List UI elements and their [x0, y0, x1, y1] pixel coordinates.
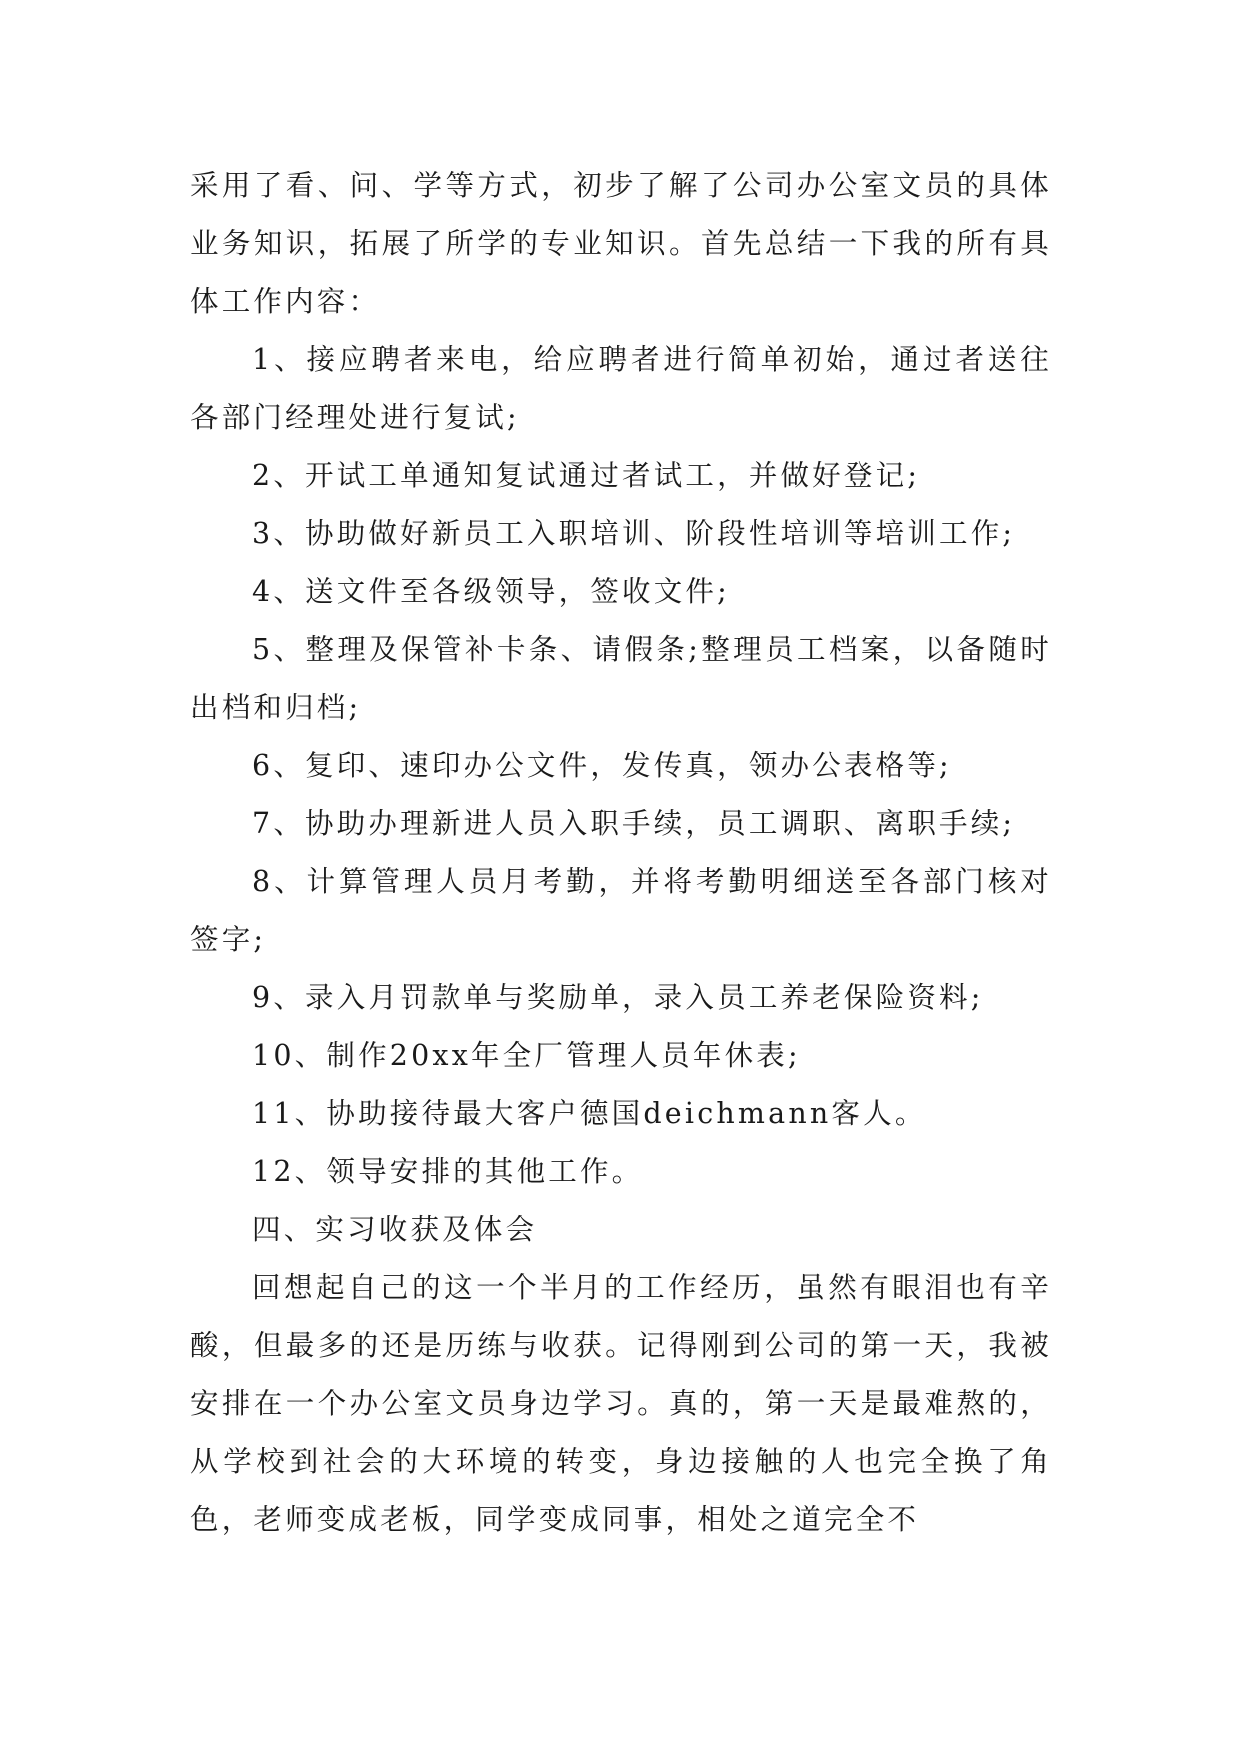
list-item: 4、送文件至各级领导，签收文件;: [252, 575, 730, 608]
list-item: 12、领导安排的其他工作。: [252, 1155, 644, 1188]
list-item: 6、复印、速印办公文件，发传真，领办公表格等;: [252, 749, 952, 782]
list-item: 10、制作20xx年全厂管理人员年休表;: [252, 1039, 801, 1072]
list-item: 11、协助接待最大客户德国deichmann客人。: [252, 1097, 927, 1130]
list-item: 2、开试工单通知复试通过者试工，并做好登记;: [252, 459, 921, 492]
section-heading: 四、实习收获及体会: [252, 1213, 538, 1246]
list-item: 3、协助做好新员工入职培训、阶段性培训等培训工作;: [252, 517, 1016, 550]
closing-paragraph: 回想起自己的这一个半月的工作经历，虽然有眼泪也有辛酸，但最多的还是历练与收获。记得刚到公司的第一天，我被安排在一个办公室文员身边学习。真的，第一天是最难熬的，从学校到社会的大环境的转变，身边接触的人也完全换了角色，老师变成老板，同学变成同事，相处之道完全不: [190, 1271, 1052, 1536]
list-item: 9、录入月罚款单与奖励单，录入员工养老保险资料;: [252, 981, 984, 1014]
list-item: 1、接应聘者来电，给应聘者进行简单初始，通过者送往各部门经理处进行复试;: [190, 343, 1052, 434]
list-item: 5、整理及保管补卡条、请假条;整理员工档案，以备随时出档和归档;: [190, 633, 1052, 724]
list-item: 8、计算管理人员月考勤，并将考勤明细送至各部门核对签字;: [190, 865, 1052, 956]
list-item: 7、协助办理新进人员入职手续，员工调职、离职手续;: [252, 807, 1016, 840]
document-body: [190, 157, 1052, 1549]
intro-paragraph: 采用了看、问、学等方式，初步了解了公司办公室文员的具体业务知识，拓展了所学的专业知识。首先总结一下我的所有具体工作内容：: [190, 169, 1052, 318]
